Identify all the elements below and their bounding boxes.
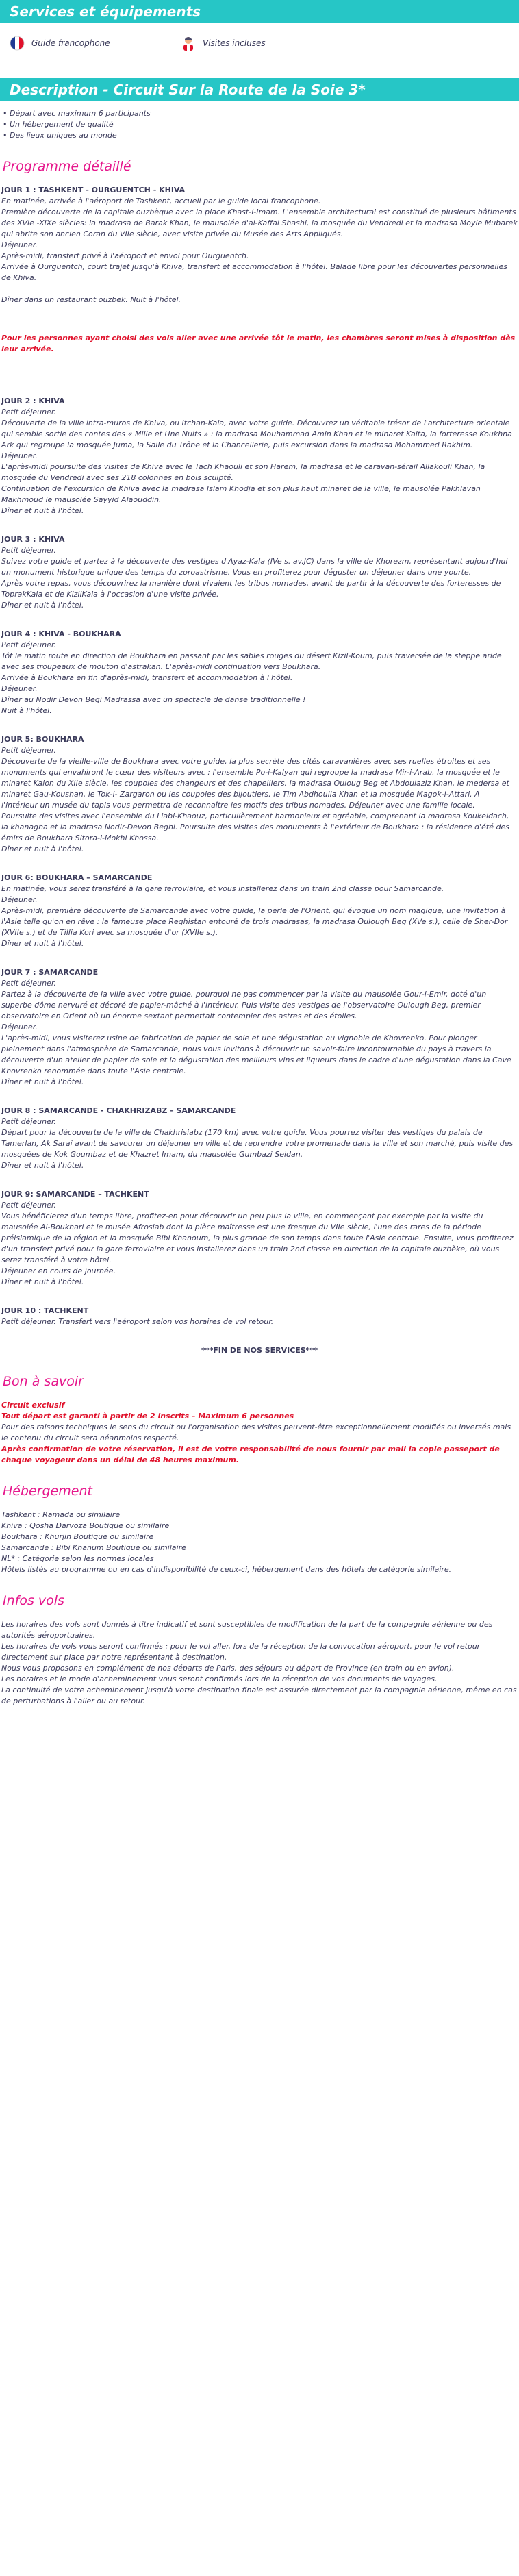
day-2	[1, 396, 518, 516]
hotel-item: Tashkent : Ramada ou similaire	[1, 1510, 121, 1519]
day-line: Déjeuner.	[1, 1023, 38, 1031]
day-line: Partez à la découverte de la ville avec votre guide, pourquoi ne pas commencer par la visite du mausolée Gour-i-Emir, doté d'un superbe dôme nervuré et décoré de papier-mâché à l'intérieur. Puis visite des vestiges de l'observatoire Oulough Beg, premier observatoire en Orient où un énorme sextant permettait contempler des astres et des étoiles.	[1, 990, 487, 1021]
day-5	[1, 734, 518, 855]
service-guide-label: Guide francophone	[31, 38, 110, 48]
day-line: Continuation de l'excursion de Khiva avec la madrasa Islam Khodja et son plus haut minaret de la ville, le mausolée Pakhlavan Makhmoud le mausolée Sayyid Alaouddin.	[1, 484, 481, 504]
nl-note: NL* : Catégorie selon les normes locales	[1, 1554, 154, 1563]
highlight-item: • Un hébergement de qualité	[3, 120, 114, 129]
french-flag-icon	[10, 36, 25, 51]
day-line: Petit déjeuner.	[1, 746, 56, 755]
early-arrival-notice: Pour les personnes ayant choisi des vols aller avec une arrivée tôt le matin, les chambres seront mises à disposition dès leur arrivée.	[1, 334, 516, 353]
day-line: En matinée, arrivée à l'aéroport de Tashkent, accueil par le guide local francophone.	[1, 197, 321, 205]
highlight-item: • Départ avec maximum 6 participants	[3, 109, 151, 118]
day-line: L'après-midi, vous visiterez usine de fabrication de papier de soie et une dégustation au vignoble de Khovrenko. Pour plonger pleinement dans l'atmosphère de Samarcande, nous vous invitons à découvrir un savoir-faire incontournable du pays à travers la découverte d'un atelier de papier de soie et la dégustation des meilleurs vins et liqueurs dans le cadre d'une dégustation dans la Cave Khovrenko renommée dans toute l'Asie centrale.	[1, 1034, 511, 1075]
day-line: Dîner et nuit à l'hôtel.	[1, 506, 84, 515]
day-line: Dîner et nuit à l'hôtel.	[1, 1077, 84, 1086]
day-line: Petit déjeuner.	[1, 1201, 56, 1210]
day-6	[1, 873, 518, 949]
day-line: Dîner dans un restaurant ouzbek. Nuit à l'hôtel.	[1, 295, 181, 304]
day-line: Dîner au Nodir Devon Begi Madrassa avec un spectacle de danse traditionnelle !	[1, 695, 306, 704]
day-10	[1, 1305, 518, 1327]
day-line: Petit déjeuner.	[1, 640, 56, 649]
day-line: En matinée, vous serez transféré à la gare ferroviaire, et vous installerez dans un train 2nd classe pour Samarcande.	[1, 884, 444, 893]
day-9	[1, 1189, 518, 1288]
highlight-item: • Des lieux uniques au monde	[3, 131, 117, 140]
day-title: JOUR 10 : TACHKENT	[1, 1306, 89, 1315]
service-visits-label: Visites incluses	[203, 38, 266, 48]
day-title: JOUR 1 : TASHKENT - OURGUENTCH - KHIVA	[1, 186, 186, 195]
services-list	[0, 23, 519, 62]
day-line: Dîner et nuit à l'hôtel.	[1, 845, 84, 853]
flights-title: Infos vols	[3, 1593, 64, 1608]
day-8	[1, 1105, 518, 1171]
service-guide	[10, 36, 181, 51]
services-banner: Services et équipements	[0, 0, 519, 23]
day-line: Arrivée à Boukhara en fin d'après-midi, transfert et accommodation à l'hôtel.	[1, 673, 293, 682]
technical-reasons: Pour des raisons techniques le sens du circuit ou l'organisation des visites peuvent-être exceptionnellement modifiés ou inversés mais le contenu du circuit sera néanmoins respecté.	[1, 1423, 511, 1442]
day-line: Après-midi, transfert privé à l'aéroport et envol pour Ourguentch.	[1, 251, 249, 260]
end-of-services: ***FIN DE NOS SERVICES***	[201, 1346, 318, 1355]
day-line: Petit déjeuner.	[1, 408, 56, 416]
day-line: Petit déjeuner.	[1, 1117, 56, 1126]
guaranteed-departure: Tout départ est garanti à partir de 2 inscrits – Maximum 6 personnes	[1, 1412, 294, 1421]
day-line: Découverte de la ville intra-muros de Khiva, ou Itchan-Kala, avec votre guide. Découvrez un véritable trésor de l'architecture orientale qui semble sortie des contes des « Mille et Une Nuits » : la madrasa Mouhammad Amin Khan et le minaret Kalta, la forteresse Koukhna Ark qui regroupe la mosquée Juma, la Salle du Trône et la Chancellerie, puis excursion dans la madrasa Mohammed Rakhim.	[1, 418, 512, 449]
day-title: JOUR 3 : KHIVA	[1, 535, 65, 544]
day-line: Arrivée à Ourguentch, court trajet jusqu'à Khiva, transfert et accommodation à l'hôtel. Balade libre pour les découvertes personnelles de Khiva.	[1, 262, 507, 282]
day-line: Vous bénéficierez d'un temps libre, profitez-en pour découvrir un peu plus la ville, en commençant par exemple par la visite du mausolée Al-Boukhari et le musée Afrosiab dont la pièce maîtresse est une fresque du VIIe siècle, l'une des rares de la période préislamique de la région et la mosquée Bibi Khanoum, la plus grande de son temps dans toute l'Asie centrale. Ensuite, vous profiterez d'un transfert privé pour la gare ferroviaire et vous installerez dans un train 2nd classe en direction de la capitale ouzbèke, où vous serez transféré à votre hôtel.	[1, 1212, 514, 1264]
lodging	[1, 1510, 518, 1575]
day-line: Poursuite des visites avec l'ensemble du Liabi-Khaouz, particulièrement harmonieux et agréable, comprenant la madrasa Koukeldach, la khanagha et la madrasa Nodir-Devon Beghi. Poursuite des visites des monuments à l'extérieur de Boukhara : la résidence d'été des émirs de Boukhara Sitora-i-Mokhi Khossa.	[1, 812, 509, 842]
day-line: Déjeuner.	[1, 684, 38, 693]
flights-line: Nous vous proposons en complément de nos départs de Paris, des séjours au départ de Province (en train ou en avion).	[1, 1664, 455, 1673]
day-title: JOUR 4 : KHIVA - BOUKHARA	[1, 629, 121, 638]
program-title: Programme détaillé	[3, 159, 131, 174]
description-banner: Description - Circuit Sur la Route de la Soie 3*	[0, 78, 519, 101]
day-line: Dîner et nuit à l'hôtel.	[1, 1277, 84, 1286]
day-title: JOUR 8 : SAMARCANDE - CHAKHRIZABZ – SAMARCANDE	[1, 1106, 236, 1115]
hotels-note: Hôtels listés au programme ou en cas d'indisponibilité de ceux-ci, hébergement dans des hôtels de catégorie similaire.	[1, 1565, 452, 1574]
day-4	[1, 629, 518, 716]
day-line: Déjeuner.	[1, 240, 38, 249]
hotel-item: Boukhara : Khurjin Boutique ou similaire	[1, 1532, 154, 1541]
flights-line: Les horaires des vols sont donnés à titre indicatif et sont susceptibles de modification de la part de la compagnie aérienne ou des autorités aéroportuaires.	[1, 1620, 493, 1640]
day-line: Dîner et nuit à l'hôtel.	[1, 939, 84, 948]
day-line: Petit déjeuner. Transfert vers l'aéroport selon vos horaires de vol retour.	[1, 1317, 274, 1326]
day-line: Dîner et nuit à l'hôtel.	[1, 601, 84, 610]
day-line	[1, 284, 518, 295]
service-visits	[181, 36, 352, 51]
hotel-item: Khiva : Qosha Darvoza Boutique ou similaire	[1, 1521, 170, 1530]
content	[0, 108, 519, 1707]
day-7	[1, 967, 518, 1088]
good-to-know-title: Bon à savoir	[3, 1374, 84, 1389]
day-line: Départ pour la découverte de la ville de Chakhrisiabz (170 km) avec votre guide. Vous pourrez visiter des vestiges du palais de Tamerlan, Ak Saraï avant de savourer un déjeuner en ville et de reprendre votre promenade dans la ville et son marché, puis visite des mosquées de Kok Goumbaz et de Khazret Imam, du mausolée Gumbazi Seidan.	[1, 1128, 514, 1159]
circuit-exclusive: Circuit exclusif	[1, 1401, 65, 1410]
day-line: Après-midi, première découverte de Samarcande avec votre guide, la perle de l'Orient, qui évoque un nom magique, une invitation à l'Asie telle qu'on en rêve : la fameuse place Reghistan entouré de trois madrasas, la madrasa Oulough Beg (XVe s.), celle de Sher-Dor (XVIIe s.) et de Tillia Kori avec sa mosquée d'or (XVIIe s.).	[1, 906, 508, 937]
visit-guide-icon	[181, 36, 196, 51]
day-1	[1, 185, 518, 305]
flights-line: La continuité de votre acheminement jusqu'à votre destination finale est assurée directement par la compagnie aérienne, même en cas de perturbations à l'aller ou au retour.	[1, 1686, 517, 1705]
day-line: Déjeuner.	[1, 451, 38, 460]
day-line: Découverte de la vieille-ville de Boukhara avec votre guide, la plus secrète des cités caravanières avec ses ruelles étroites et ses monuments qui envahiront le cœur des visiteurs avec : l'ensemble Po-i-Kalyan qui regroupe la madrasa Mir-i-Arab, la mosquée et le minaret Kalon du XIIe siècle, les coupoles des changeurs et des chapelliers, la madrasa Ouloug Beg et Abdoulaziz Khan, le medersa et minaret Gau-Koushan, le Tok-i- Zargaron ou les coupoles des bijoutiers, le Tim Abdhoulla Khan et la mosquée Magok-i-Attari. A l'intérieur un musée du tapis vous permettra de reconnaître les motifs des tribus nomades. Déjeuner avec une famille locale.	[1, 757, 509, 810]
flights-line: Les horaires de vols vous seront confirmés : pour le vol aller, lors de la réception de la convocation aéroport, pour le vol retour directement sur place par notre représentant à destination.	[1, 1642, 481, 1662]
highlights-list	[1, 108, 518, 141]
day-title: JOUR 2 : KHIVA	[1, 397, 65, 405]
good-to-know	[1, 1400, 518, 1466]
day-line: Petit déjeuner.	[1, 979, 56, 988]
day-title: JOUR 9: SAMARCANDE – TACHKENT	[1, 1190, 149, 1199]
day-line: Nuit à l'hôtel.	[1, 706, 52, 715]
day-line: Après votre repas, vous découvrirez la manière dont vivaient les tribus nomades, avant de partir à la découverte des forteresses de ToprakKala et de KizilKala à l'occasion d'une visite privée.	[1, 579, 501, 599]
day-line: Tôt le matin route en direction de Boukhara en passant par les sables rouges du désert Kizil-Koum, puis traversée de la steppe aride avec ses troupeaux de mouton d'astrakan. L'après-midi continuation vers Boukhara.	[1, 651, 502, 671]
flights	[1, 1619, 518, 1707]
day-title: JOUR 5: BOUKHARA	[1, 735, 84, 744]
day-line: Petit déjeuner.	[1, 546, 56, 555]
lodging-title: Hébergement	[3, 1484, 92, 1499]
day-line: Dîner et nuit à l'hôtel.	[1, 1161, 84, 1170]
flights-line: Les horaires et le mode d'acheminement vous seront confirmés lors de la réception de vos documents de voyages.	[1, 1675, 438, 1684]
day-line: Déjeuner.	[1, 895, 38, 904]
passport-notice: Après confirmation de votre réservation, il est de votre responsabilité de nous fournir par mail la copie passeport de chaque voyageur dans un délai de 48 heures maximum.	[1, 1445, 500, 1464]
day-3	[1, 534, 518, 611]
day-line: L'après-midi poursuite des visites de Khiva avec le Tach Khaouli et son Harem, la madrasa et le caravan-sérail Allakouli Khan, la mosquée du Vendredi avec ses 218 colonnes en bois sculpté.	[1, 462, 485, 482]
day-title: JOUR 6: BOUKHARA – SAMARCANDE	[1, 873, 153, 882]
day-line: Première découverte de la capitale ouzbèque avec la place Khast-i-Imam. L'ensemble architectural est constitué de plusieurs bâtiments des XVIe -XIXe siècles: la madrasa de Barak Khan, le mausolée d'al-Kaffal Shashi, la mosquée du Vendredi et la madrasa Moyie Mubarek qui abrite son ancien Coran du VIIe siècle, avec visite privée du Musée des Arts Appliqués.	[1, 208, 518, 238]
day-line: Suivez votre guide et partez à la découverte des vestiges d'Ayaz-Kala (IVe s. av.JC) dans la ville de Khorezm, représentant aujourd'hui un monument historique unique des temps du zoroastrisme. Vous en profiterez pour déguster un déjeuner dans une yourte.	[1, 557, 508, 577]
hotel-item: Samarcande : Bibi Khanum Boutique ou similaire	[1, 1543, 186, 1552]
day-title: JOUR 7 : SAMARCANDE	[1, 968, 99, 977]
day-line: Déjeuner en cours de journée.	[1, 1266, 116, 1275]
